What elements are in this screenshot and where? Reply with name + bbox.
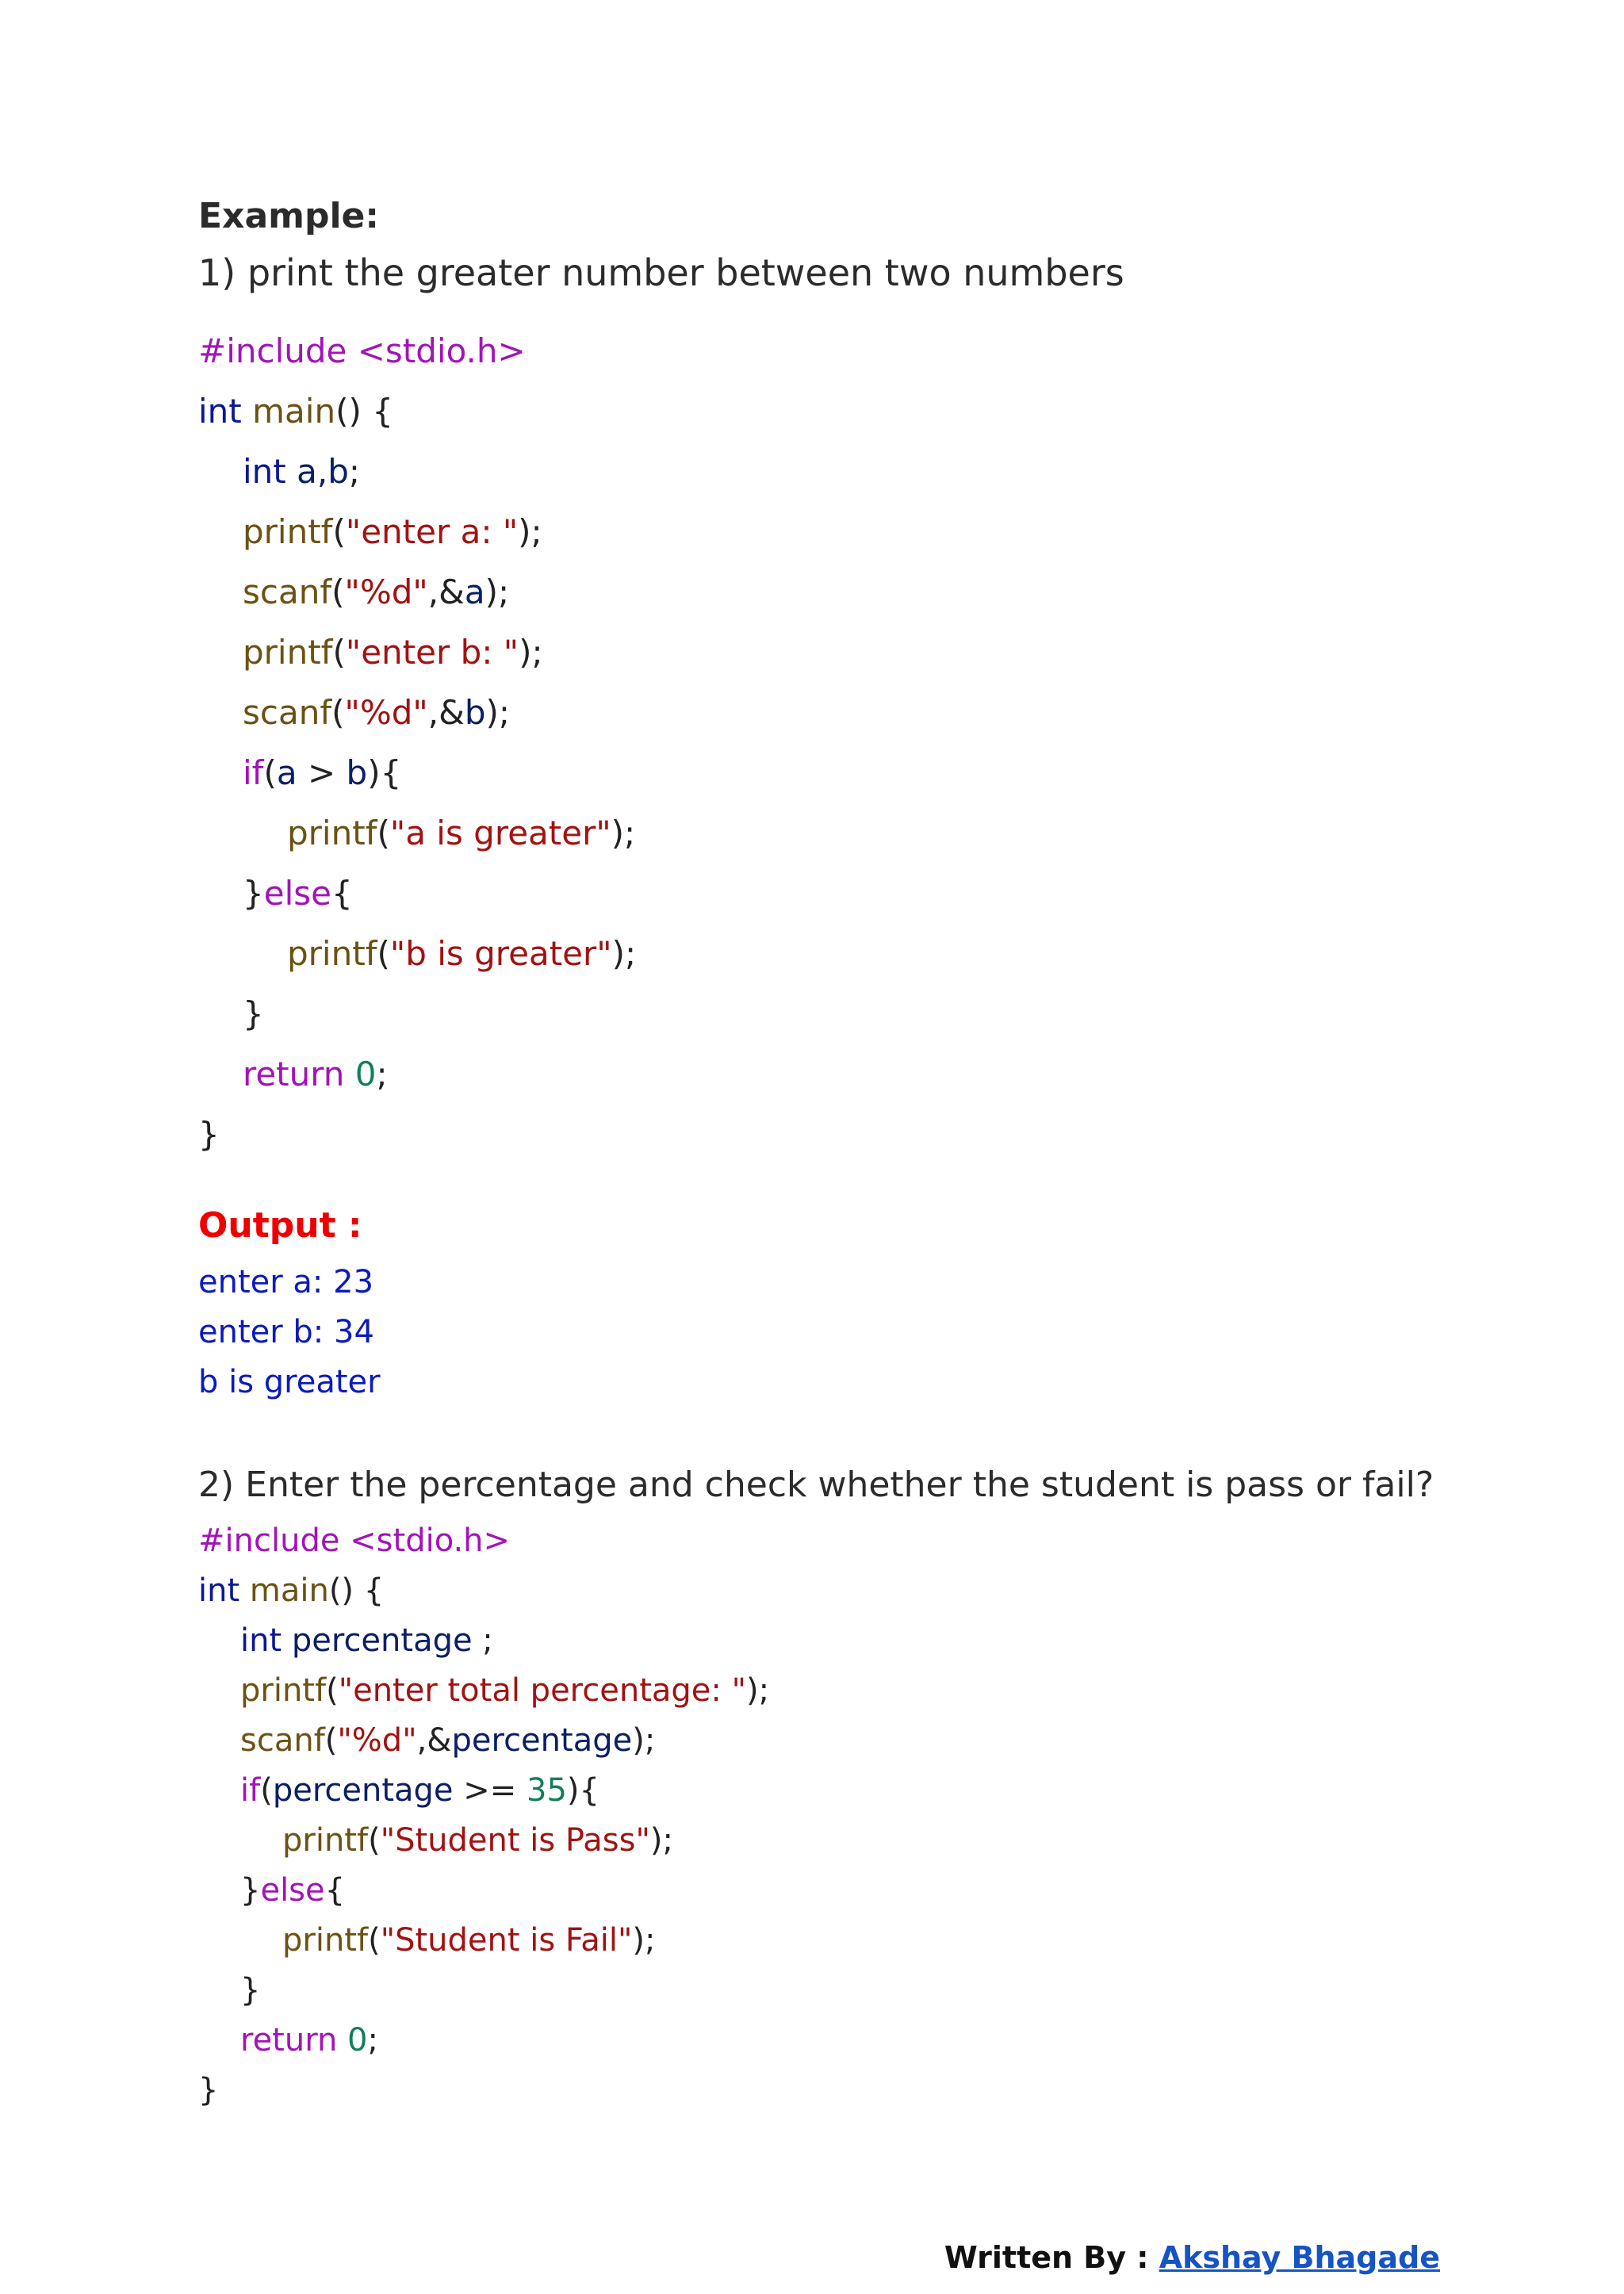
code-punct: {: [331, 874, 353, 913]
example-2-title: 2) Enter the percentage and check whether the student is pass or fail?: [198, 1465, 1434, 1505]
string-literal: "b is greater": [389, 934, 612, 973]
number-literal: 0: [347, 2022, 368, 2058]
code-line: [198, 622, 636, 683]
code-punct: (: [331, 693, 345, 732]
code-block-1: [198, 321, 636, 1165]
code-punct: );: [519, 633, 543, 672]
identifier: b: [464, 693, 486, 732]
identifier: a: [464, 573, 485, 611]
code-punct: () {: [335, 392, 393, 431]
function-name: printf: [282, 1922, 369, 1959]
type-keyword: int: [198, 392, 242, 431]
code-punct: }: [243, 994, 264, 1033]
string-literal: "%d": [337, 1722, 417, 1759]
output-label: Output :: [198, 1205, 362, 1246]
code-punct: (: [332, 633, 346, 672]
string-literal: "enter b: ": [345, 633, 519, 672]
code-punct: );: [485, 693, 511, 732]
code-line: [198, 1766, 769, 1816]
code-line: [198, 2066, 769, 2116]
string-literal: "%d": [344, 693, 428, 732]
type-keyword: int: [240, 1622, 282, 1659]
function-name: printf: [240, 1672, 327, 1709]
code-punct: );: [632, 1722, 656, 1759]
string-literal: "Student is Fail": [380, 1922, 633, 1959]
control-keyword: if: [243, 753, 264, 792]
control-keyword: return: [240, 2022, 338, 2058]
code-punct: }: [198, 1115, 220, 1154]
code-punct: (: [377, 814, 390, 852]
function-name: printf: [243, 633, 333, 672]
include-directive: #include <stdio.h>: [198, 331, 526, 370]
code-line: [198, 1105, 636, 1165]
code-punct: (: [324, 1722, 338, 1759]
footer-credit: [944, 2240, 1440, 2275]
function-name: scanf: [243, 573, 332, 611]
code-punct: (: [331, 573, 345, 611]
code-punct: (: [332, 512, 346, 551]
type-keyword: int: [198, 1572, 240, 1609]
code-punct: (: [326, 1672, 339, 1709]
code-line: [198, 1866, 769, 1916]
operator: >: [297, 753, 347, 792]
code-punct: );: [518, 512, 542, 551]
code-line: [198, 321, 636, 381]
output-block: [198, 1258, 381, 1407]
code-line: [198, 1044, 636, 1105]
code-punct: );: [611, 934, 637, 973]
code-line: [198, 683, 636, 743]
code-punct: ,&: [416, 1722, 452, 1759]
function-name: main: [249, 1572, 329, 1609]
code-line: [198, 1616, 769, 1666]
code-line: [198, 1966, 769, 2016]
include-directive: #include <stdio.h>: [198, 1522, 511, 1559]
code-punct: (: [377, 934, 390, 973]
code-punct: }: [240, 1872, 261, 1909]
string-literal: "Student is Pass": [380, 1822, 650, 1859]
code-line: [198, 924, 636, 984]
example-1-title: 1) print the greater number between two numbers: [198, 251, 1124, 294]
code-line: [198, 381, 636, 442]
code-punct: }: [243, 874, 264, 913]
code-punct: ,&: [427, 573, 465, 611]
code-punct: (: [368, 1922, 381, 1959]
function-name: scanf: [243, 693, 332, 732]
code-punct: );: [649, 1822, 673, 1859]
code-line: [198, 1916, 769, 1966]
function-name: main: [252, 392, 336, 431]
identifier: percentage: [451, 1722, 633, 1759]
author-link[interactable]: Akshay Bhagade: [1159, 2240, 1440, 2275]
code-line: [198, 984, 636, 1044]
code-punct: ,&: [427, 693, 465, 732]
string-literal: "%d": [344, 573, 428, 611]
number-literal: 35: [527, 1772, 567, 1809]
function-name: printf: [287, 814, 377, 852]
identifier: a,b: [297, 452, 349, 491]
code-line: [198, 743, 636, 803]
code-punct: );: [485, 573, 510, 611]
code-line: [198, 2016, 769, 2066]
code-punct: {: [324, 1872, 346, 1909]
code-punct: () {: [328, 1572, 385, 1609]
string-literal: "a is greater": [389, 814, 611, 852]
code-line: [198, 1816, 769, 1866]
string-literal: "enter a: ": [345, 512, 519, 551]
code-punct: }: [240, 1972, 261, 2009]
code-line: [198, 803, 636, 864]
code-punct: }: [198, 2072, 219, 2108]
code-line: [198, 1566, 769, 1616]
output-line: b is greater: [198, 1364, 381, 1400]
code-punct: );: [611, 814, 636, 852]
footer-label: Written By :: [944, 2240, 1159, 2275]
control-keyword: return: [243, 1055, 345, 1093]
code-punct: );: [745, 1672, 770, 1709]
control-keyword: else: [260, 1872, 325, 1909]
function-name: printf: [243, 512, 333, 551]
code-punct: ){: [566, 1772, 599, 1809]
code-punct: ;: [472, 1622, 493, 1659]
operator: >=: [453, 1772, 527, 1809]
code-line: [198, 562, 636, 622]
code-line: [198, 1666, 769, 1716]
type-keyword: int: [243, 452, 286, 491]
control-keyword: if: [240, 1772, 261, 1809]
identifier: b: [346, 753, 368, 792]
control-keyword: else: [263, 874, 331, 913]
code-punct: ;: [348, 452, 361, 491]
example-heading: Example:: [198, 196, 379, 236]
code-punct: ;: [367, 2022, 378, 2058]
code-punct: (: [368, 1822, 381, 1859]
code-block-2: [198, 1516, 769, 2116]
identifier: a: [276, 753, 297, 792]
identifier: percentage: [272, 1772, 454, 1809]
code-punct: ;: [376, 1055, 388, 1093]
output-line: enter b: 34: [198, 1314, 374, 1350]
code-line: [198, 1716, 769, 1766]
code-punct: );: [632, 1922, 656, 1959]
function-name: printf: [287, 934, 377, 973]
code-punct: ){: [367, 753, 402, 792]
output-line: enter a: 23: [198, 1264, 374, 1300]
identifier: percentage: [291, 1622, 473, 1659]
code-punct: (: [260, 1772, 273, 1809]
function-name: printf: [282, 1822, 369, 1859]
code-punct: (: [263, 753, 277, 792]
string-literal: "enter total percentage: ": [338, 1672, 746, 1709]
code-line: [198, 864, 636, 924]
code-line: [198, 502, 636, 562]
function-name: scanf: [240, 1722, 325, 1759]
code-line: [198, 442, 636, 502]
number-literal: 0: [354, 1055, 377, 1093]
code-line: [198, 1516, 769, 1566]
